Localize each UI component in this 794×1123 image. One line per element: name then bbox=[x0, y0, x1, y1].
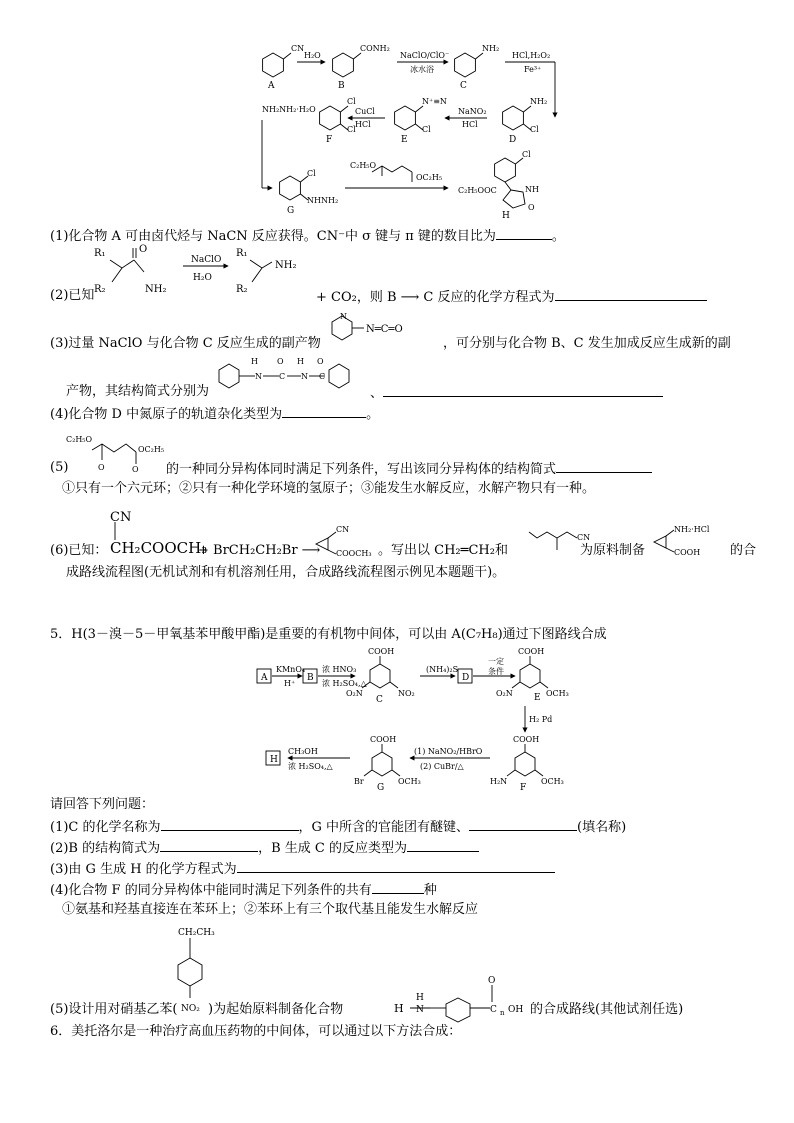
svg-text:NH₂·HCl: NH₂·HCl bbox=[674, 525, 710, 534]
svg-text:Cl: Cl bbox=[422, 125, 431, 134]
svg-text:O: O bbox=[528, 203, 535, 212]
svg-text:NaNO₂: NaNO₂ bbox=[458, 107, 487, 116]
svg-text:COOCH₃: COOCH₃ bbox=[336, 549, 372, 558]
svg-text:OC₂H₅: OC₂H₅ bbox=[416, 173, 443, 182]
svg-text:NO₂: NO₂ bbox=[181, 1004, 200, 1014]
q6-target bbox=[650, 520, 730, 560]
svg-text:OCH₃: OCH₃ bbox=[541, 777, 564, 786]
svg-text:N: N bbox=[416, 1005, 424, 1015]
svg-text:CuCl: CuCl bbox=[355, 107, 375, 116]
svg-text:D: D bbox=[462, 673, 470, 683]
svg-text:CH₃OH: CH₃OH bbox=[288, 747, 318, 756]
svg-text:NH₂: NH₂ bbox=[482, 44, 500, 53]
svg-text:NH: NH bbox=[525, 185, 539, 194]
svg-text:HCl,H₂O₂: HCl,H₂O₂ bbox=[512, 51, 551, 60]
p5-question-4: (4)化合物 F 的同分异构体中能同时满足下列条件的共有 种 bbox=[50, 883, 437, 898]
svg-text:OCH₃: OCH₃ bbox=[546, 689, 569, 698]
structure-H bbox=[495, 158, 525, 208]
answer-blank-q1[interactable] bbox=[496, 227, 552, 240]
structure-F bbox=[320, 106, 348, 130]
svg-text:HCl: HCl bbox=[462, 120, 478, 129]
svg-text:COOH: COOH bbox=[518, 647, 545, 656]
svg-text:COOH: COOH bbox=[370, 735, 397, 744]
label-B: B bbox=[338, 81, 345, 91]
p5-question-3: (3)由 G 生成 H 的化学方程式为 bbox=[50, 860, 555, 878]
svg-text:R₁: R₁ bbox=[94, 248, 106, 259]
svg-text:OH: OH bbox=[508, 1005, 524, 1015]
label-D: D bbox=[509, 135, 517, 145]
svg-text:N═C═O: N═C═O bbox=[366, 324, 403, 335]
svg-text:NH₂: NH₂ bbox=[275, 260, 297, 271]
svg-text:OC₂H₅: OC₂H₅ bbox=[138, 445, 165, 454]
svg-text:NaClO: NaClO bbox=[191, 255, 222, 265]
svg-text:O: O bbox=[139, 244, 148, 255]
q5-diester bbox=[64, 430, 170, 475]
svg-text:CN: CN bbox=[336, 525, 350, 534]
svg-text:HCl: HCl bbox=[355, 120, 371, 129]
structure-G bbox=[280, 176, 308, 200]
svg-text:H₂O: H₂O bbox=[193, 273, 212, 283]
question-1: (1)化合物 A 可由卤代烃与 NaCN 反应获得。CN⁻中 σ 键与 π 键的数目比为 。 bbox=[50, 229, 565, 244]
svg-text:C: C bbox=[376, 695, 383, 705]
answer-blank-q2[interactable] bbox=[555, 288, 707, 301]
svg-text:CN: CN bbox=[577, 533, 591, 542]
svg-text:R₂: R₂ bbox=[236, 284, 248, 295]
svg-text:C₂H₅OOC: C₂H₅OOC bbox=[458, 186, 497, 195]
svg-text:Cl: Cl bbox=[307, 169, 316, 178]
svg-text:O₂N: O₂N bbox=[346, 689, 363, 698]
svg-text:O: O bbox=[132, 465, 139, 474]
svg-text:一定: 一定 bbox=[488, 657, 504, 666]
problem-5-title: 5．H(3－溴－5－甲氧基苯甲酸甲酯)是重要的有机物中间体，可以由 A(C₇H₈)通过下图路线合成 bbox=[50, 627, 607, 642]
svg-text:C: C bbox=[490, 1005, 497, 1015]
svg-text:Cl: Cl bbox=[530, 125, 539, 134]
q3-isocyanate bbox=[320, 310, 445, 350]
answer-blank-q5[interactable] bbox=[556, 460, 652, 473]
svg-text:NaClO/ClO⁻: NaClO/ClO⁻ bbox=[400, 51, 450, 60]
p5-question-1: (1)C 的化学名称为 ，G 中所含的官能团有醚键、 (填名称) bbox=[50, 820, 627, 835]
svg-text:G: G bbox=[377, 783, 385, 793]
structure-E bbox=[395, 106, 423, 130]
svg-text:N: N bbox=[340, 312, 347, 321]
structure-D bbox=[503, 106, 531, 130]
svg-text:H: H bbox=[270, 755, 278, 765]
svg-text:COOH: COOH bbox=[674, 548, 701, 557]
q3-byproduct bbox=[215, 352, 365, 392]
svg-text:N: N bbox=[301, 372, 308, 381]
svg-text:C₂H₅O: C₂H₅O bbox=[350, 161, 377, 170]
scheme-1 bbox=[0, 0, 794, 230]
p5-question-2: (2)B 的结构简式为 ，B 生成 C 的反应类型为 bbox=[50, 839, 479, 857]
svg-text:NO₂: NO₂ bbox=[398, 689, 415, 698]
svg-text:H₂O: H₂O bbox=[304, 51, 321, 60]
svg-text:N⁺≡N: N⁺≡N bbox=[422, 97, 447, 106]
structure-C bbox=[455, 53, 483, 77]
svg-text:浓 HNO₃: 浓 HNO₃ bbox=[322, 665, 357, 674]
svg-text:B: B bbox=[307, 673, 314, 683]
label-H: H bbox=[502, 211, 510, 221]
svg-text:(NH₄)₂S: (NH₄)₂S bbox=[426, 665, 459, 674]
svg-text:H: H bbox=[416, 993, 424, 1003]
svg-text:A: A bbox=[261, 673, 268, 683]
svg-text:COOH: COOH bbox=[368, 647, 395, 656]
svg-text:Cl: Cl bbox=[522, 150, 531, 159]
q6-cyclopropane-product bbox=[312, 520, 386, 560]
svg-text:KMnO₄: KMnO₄ bbox=[276, 665, 306, 674]
svg-text:E: E bbox=[534, 693, 541, 703]
question-2: (2)已知 bbox=[50, 288, 95, 303]
question-6: (6)已知： bbox=[50, 543, 108, 558]
svg-text:O: O bbox=[488, 976, 496, 986]
question-5: (5) bbox=[50, 460, 69, 475]
svg-text:CN: CN bbox=[291, 44, 305, 53]
svg-text:H⁺: H⁺ bbox=[284, 679, 296, 688]
svg-text:Br: Br bbox=[354, 777, 364, 786]
svg-text:Cl: Cl bbox=[347, 97, 356, 106]
scheme-2 bbox=[0, 640, 794, 793]
structure-B bbox=[333, 53, 361, 77]
svg-text:H: H bbox=[394, 1002, 404, 1015]
label-C: C bbox=[460, 81, 467, 91]
svg-text:浓 H₂SO₄,△: 浓 H₂SO₄,△ bbox=[322, 679, 367, 688]
svg-text:NH₂: NH₂ bbox=[145, 284, 167, 295]
problem-6-title: 6．美托洛尔是一种治疗高血压药物的中间体，可以通过以下方法合成： bbox=[50, 1024, 462, 1039]
svg-text:O₂N: O₂N bbox=[496, 689, 513, 698]
svg-text:NH₂NH₂·H₂O: NH₂NH₂·H₂O bbox=[262, 105, 316, 114]
p5-question-5: (5)设计用对硝基乙苯( bbox=[50, 1002, 178, 1017]
svg-text:CONH₂: CONH₂ bbox=[360, 44, 390, 53]
svg-text:O: O bbox=[98, 463, 105, 472]
svg-text:O: O bbox=[277, 357, 284, 366]
label-A: A bbox=[268, 81, 275, 91]
answer-blank-q3[interactable] bbox=[383, 384, 663, 397]
svg-text:R₁: R₁ bbox=[236, 248, 248, 259]
svg-text:N: N bbox=[255, 372, 262, 381]
svg-text:H: H bbox=[297, 357, 304, 366]
svg-text:n: n bbox=[500, 1009, 505, 1017]
question-3: (3)过量 NaClO 与化合物 C 反应生成的副产物 bbox=[50, 336, 321, 351]
svg-text:冰水浴: 冰水浴 bbox=[410, 65, 434, 74]
label-G: G bbox=[287, 206, 295, 216]
svg-text:H₂ Pd: H₂ Pd bbox=[529, 715, 553, 724]
label-E: E bbox=[401, 135, 408, 145]
svg-text:NHNH₂: NHNH₂ bbox=[307, 196, 339, 205]
svg-text:Cl: Cl bbox=[347, 125, 356, 134]
question-4: (4)化合物 D 中氮原子的轨道杂化类型为 。 bbox=[50, 407, 380, 422]
answer-blank-q4[interactable] bbox=[282, 405, 366, 418]
svg-text:Fe³⁺: Fe³⁺ bbox=[524, 65, 542, 74]
svg-text:OCH₃: OCH₃ bbox=[398, 777, 421, 786]
svg-text:(1) NaNO₂/HBrO: (1) NaNO₂/HBrO bbox=[414, 747, 483, 756]
structure-A bbox=[263, 53, 291, 77]
q5-conditions: ①只有一个六元环；②只有一种化学环境的氢原子；③能发生水解反应，水解产物只有一种。 bbox=[62, 481, 596, 496]
svg-text:NH₂: NH₂ bbox=[530, 97, 548, 106]
q6-cyanoacetate bbox=[525, 522, 591, 558]
svg-text:H₂N: H₂N bbox=[490, 777, 508, 786]
svg-text:H: H bbox=[251, 357, 258, 366]
label-F: F bbox=[326, 135, 333, 145]
svg-text:R₂: R₂ bbox=[94, 284, 106, 295]
svg-text:CH₂CH₃: CH₂CH₃ bbox=[178, 928, 215, 938]
svg-text:C₂H₅O: C₂H₅O bbox=[66, 435, 93, 444]
svg-text:F: F bbox=[520, 783, 527, 793]
svg-text:(2) CuBr/△: (2) CuBr/△ bbox=[420, 762, 464, 771]
svg-text:C: C bbox=[319, 372, 326, 381]
svg-text:浓 H₂SO₄,△: 浓 H₂SO₄,△ bbox=[288, 762, 333, 771]
svg-text:条件: 条件 bbox=[488, 667, 504, 676]
svg-text:COOH: COOH bbox=[513, 735, 540, 744]
svg-text:C: C bbox=[279, 372, 286, 381]
svg-text:O: O bbox=[317, 357, 324, 366]
